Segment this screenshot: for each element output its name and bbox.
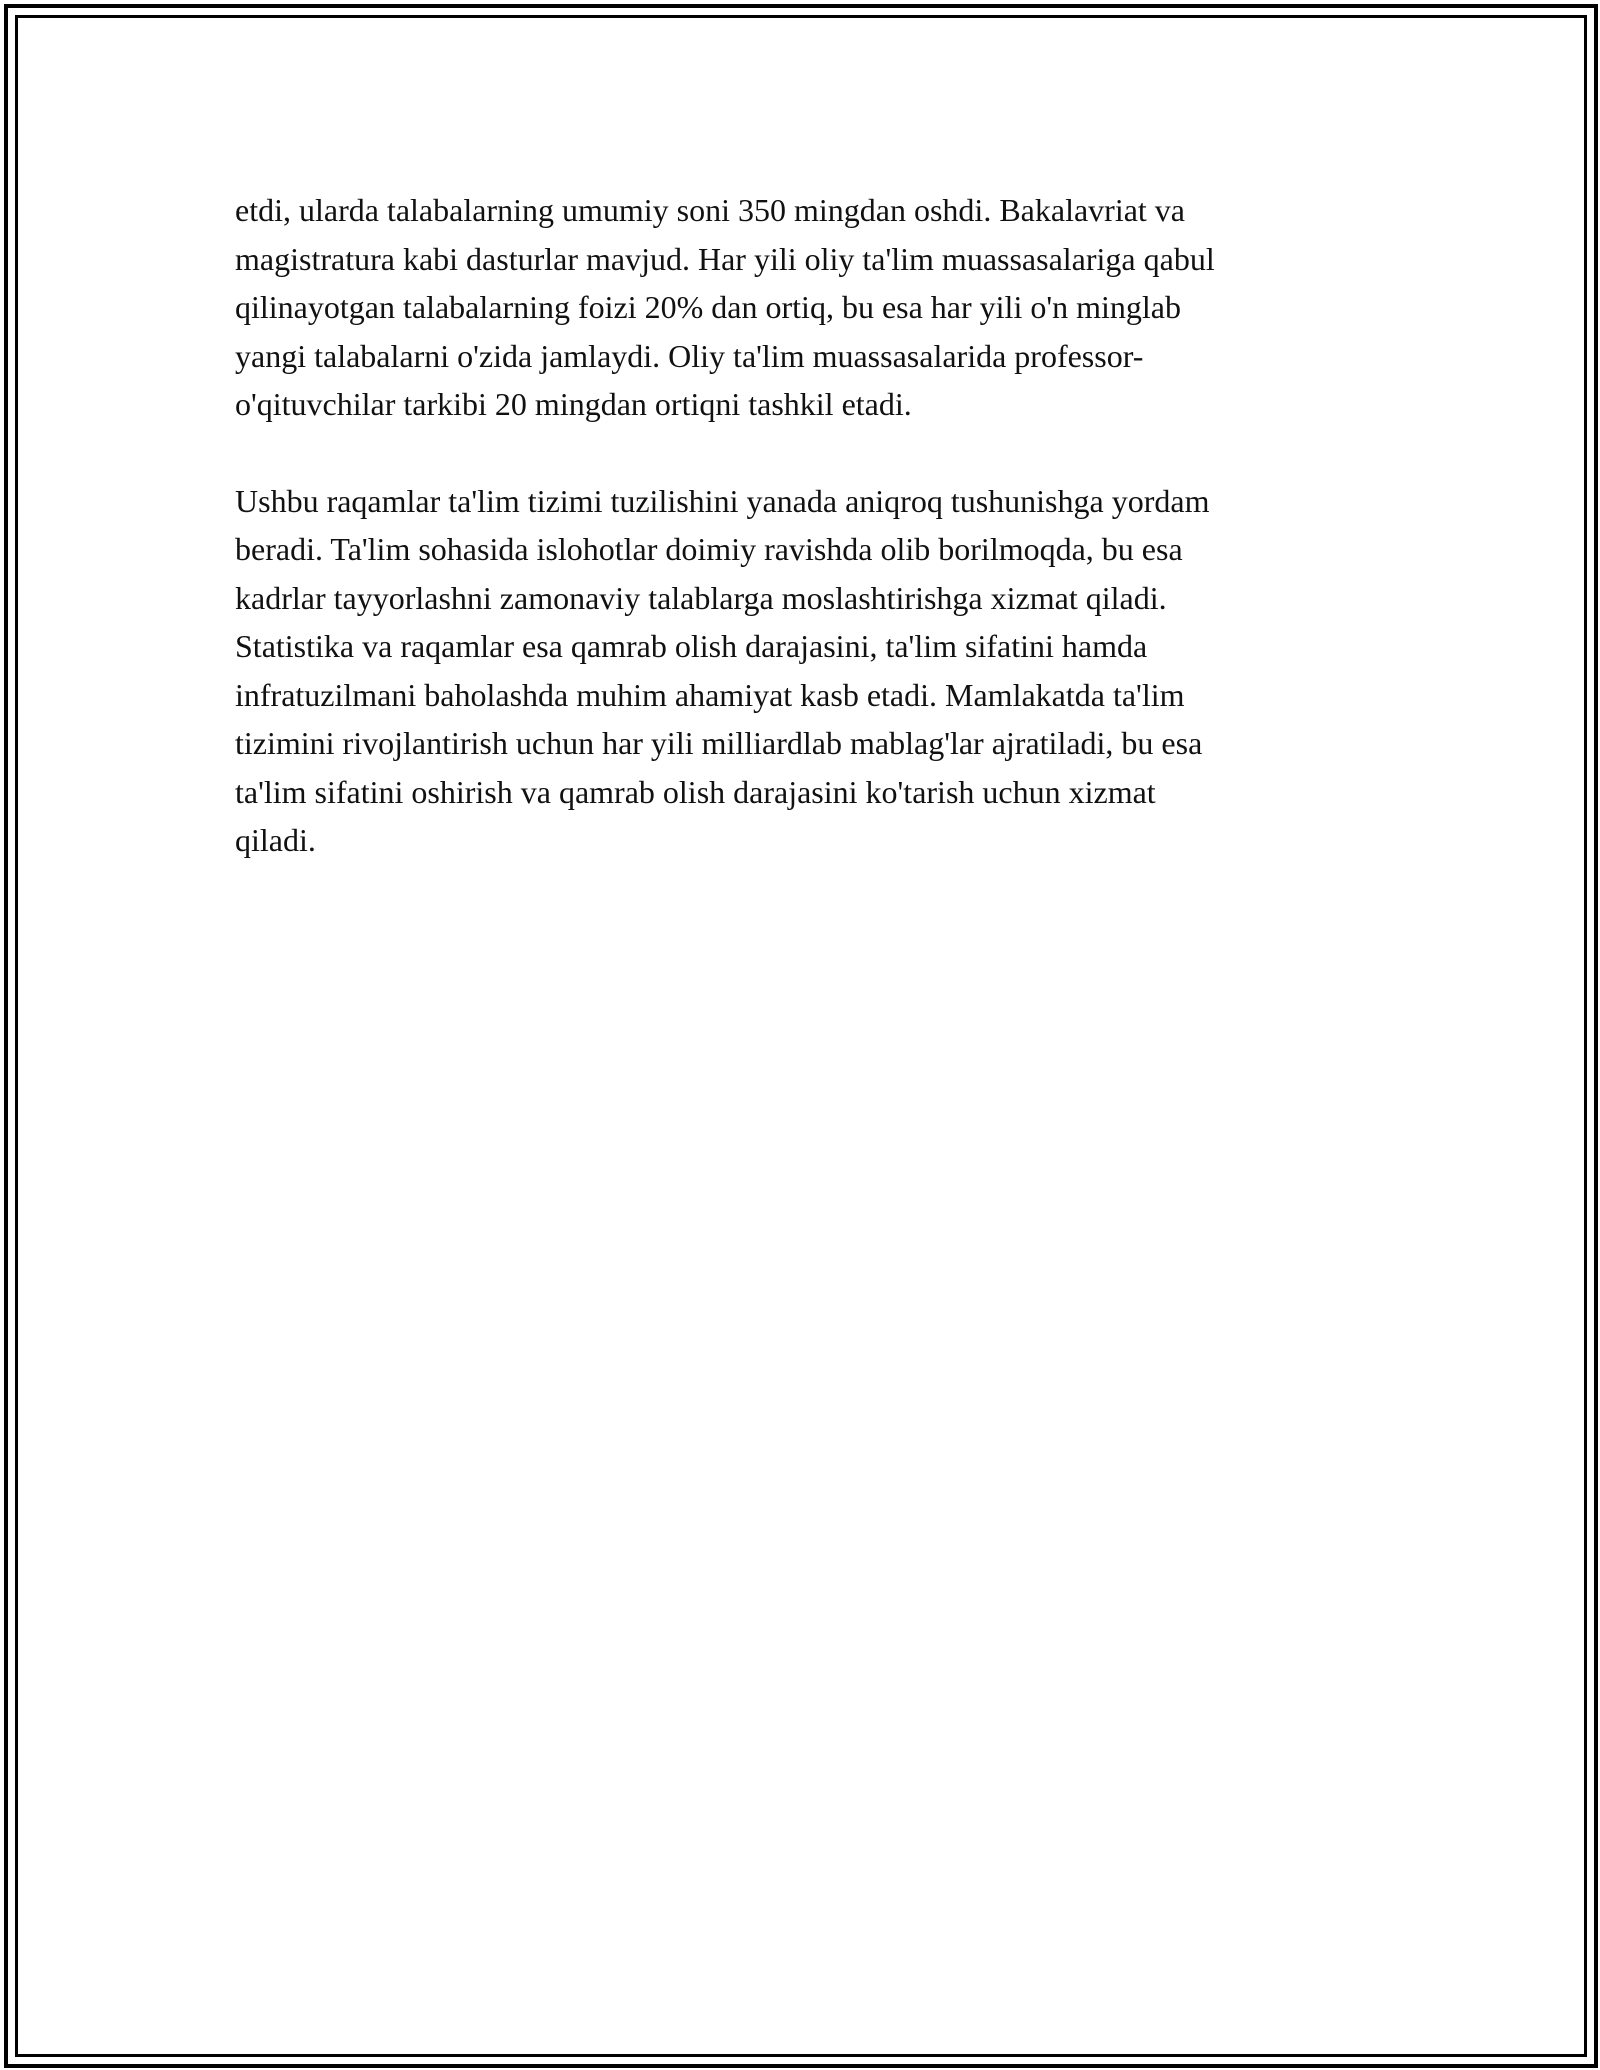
text-line: etdi, ularda talabalarning umumiy soni 350 mingdan oshdi. Bakalavriat va	[235, 192, 1185, 228]
document-body	[235, 186, 1375, 913]
text-line: yangi talabalarni o'zida jamlaydi. Oliy ta'lim muassasalarida professor-	[235, 337, 1144, 374]
text-line: o'qituvchilar tarkibi 20 mingdan ortiqni tashkil etadi.	[235, 386, 912, 422]
text-line: qiladi.	[235, 822, 316, 858]
text-line: qilinayotgan talabalarning foizi 20% dan ortiq, bu esa har yili o'n minglab	[235, 289, 1181, 325]
text-line: Ushbu raqamlar ta'lim tizimi tuzilishini yanada aniqroq tushunishga yordam	[235, 482, 1210, 519]
paragraph-2	[235, 477, 1375, 865]
text-line: beradi. Ta'lim sohasida islohotlar doimiy ravishda olib borilmoqda, bu esa	[235, 531, 1183, 567]
text-line: ta'lim sifatini oshirish va qamrab olish darajasini ko'tarish uchun xizmat	[235, 773, 1156, 810]
text-line: infratuzilmani baholashda muhim ahamiyat kasb etadi. Mamlakatda ta'lim	[235, 676, 1185, 713]
text-line: magistratura kabi dasturlar mavjud. Har yili oliy ta'lim muassasalariga qabul	[235, 240, 1215, 277]
text-line: kadrlar tayyorlashni zamonaviy talablarga moslashtirishga xizmat qiladi.	[235, 579, 1167, 616]
paragraph-1	[235, 186, 1375, 429]
text-line: Statistika va raqamlar esa qamrab olish darajasini, ta'lim sifatini hamda	[235, 628, 1148, 664]
text-line: tizimini rivojlantirish uchun har yili milliardlab mablag'lar ajratiladi, bu esa	[235, 725, 1203, 761]
